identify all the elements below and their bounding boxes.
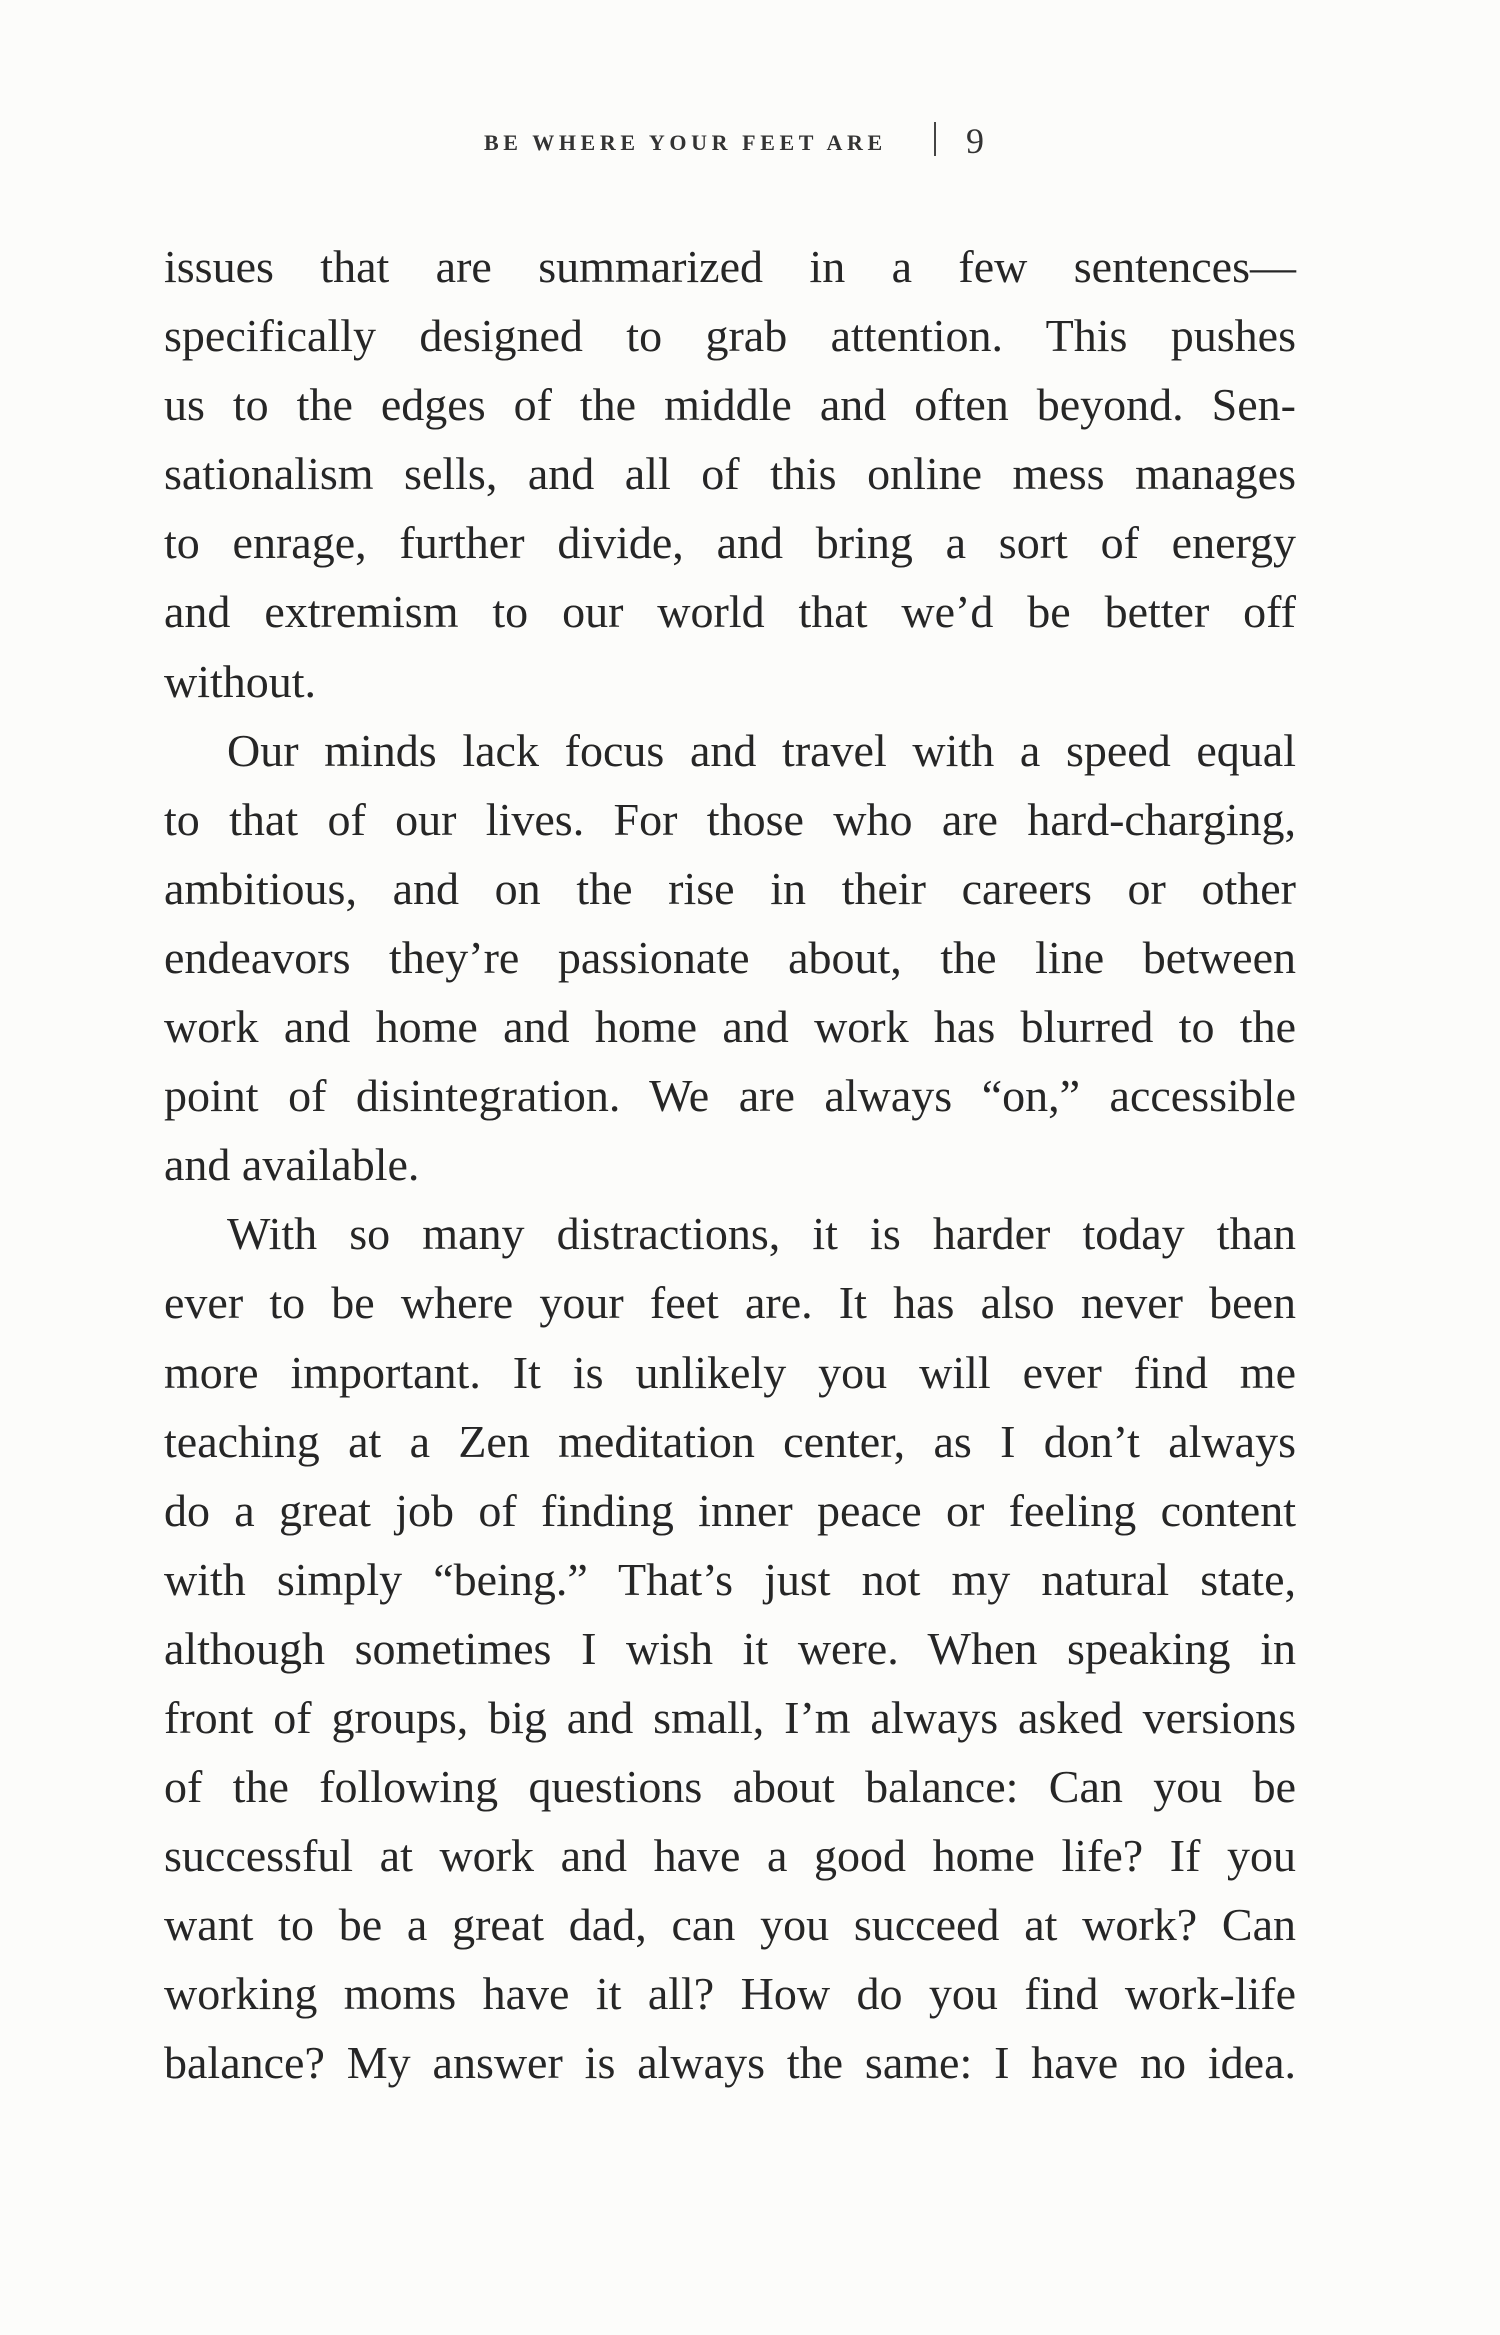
page-number: 9 — [966, 121, 984, 161]
text-line: successful at work and have a good home life? If you — [164, 1830, 1296, 1882]
text-line: point of disintegration. We are always “on,” accessible — [164, 1070, 1296, 1122]
paragraph — [164, 716, 1296, 1200]
paragraph — [164, 1199, 1296, 2097]
text-line: to enrage, further divide, and bring a sort of energy — [164, 517, 1296, 569]
text-line: and extremism to our world that we’d be better off — [164, 586, 1296, 638]
text-line: work and home and home and work has blurred to the — [164, 1001, 1296, 1053]
text-line: With so many distractions, it is harder today than — [227, 1208, 1296, 1260]
body-text — [164, 232, 1296, 2098]
running-title: BE WHERE YOUR FEET ARE — [484, 130, 887, 155]
text-line: to that of our lives. For those who are hard-charging, — [164, 793, 1296, 845]
text-line: Our minds lack focus and travel with a speed equal — [227, 724, 1296, 776]
text-line: issues that are summarized in a few sentences— — [164, 241, 1296, 292]
text-line: us to the edges of the middle and often beyond. Sen- — [164, 379, 1296, 431]
text-line: although sometimes I wish it were. When speaking in — [164, 1622, 1296, 1674]
running-header — [0, 122, 1500, 162]
text-line: with simply “being.” That’s just not my natural state, — [164, 1553, 1296, 1605]
text-line: balance? My answer is always the same: I have no idea. — [164, 2037, 1296, 2089]
text-line: more important. It is unlikely you will ever find me — [164, 1346, 1296, 1398]
header-separator — [934, 122, 936, 156]
paragraph — [164, 232, 1296, 716]
text-line: endeavors they’re passionate about, the line between — [164, 931, 1296, 983]
text-line: want to be a great dad, can you succeed at work? Can — [164, 1899, 1296, 1951]
text-line: front of groups, big and small, I’m always asked versions — [164, 1691, 1296, 1743]
text-line: specifically designed to grab attention. This pushes — [164, 310, 1296, 362]
text-line: teaching at a Zen meditation center, as I don’t always — [164, 1415, 1296, 1467]
text-line: do a great job of finding inner peace or feeling content — [164, 1484, 1296, 1536]
text-line: ever to be where your feet are. It has also never been — [164, 1277, 1296, 1329]
text-line: sationalism sells, and all of this online mess manages — [164, 448, 1296, 500]
text-line: of the following questions about balance: Can you be — [164, 1761, 1296, 1813]
text-line: ambitious, and on the rise in their careers or other — [164, 862, 1296, 914]
text-line: working moms have it all? How do you find work-life — [164, 1968, 1296, 2020]
text-line: and available. — [164, 1139, 420, 1191]
text-line: without. — [164, 655, 317, 707]
